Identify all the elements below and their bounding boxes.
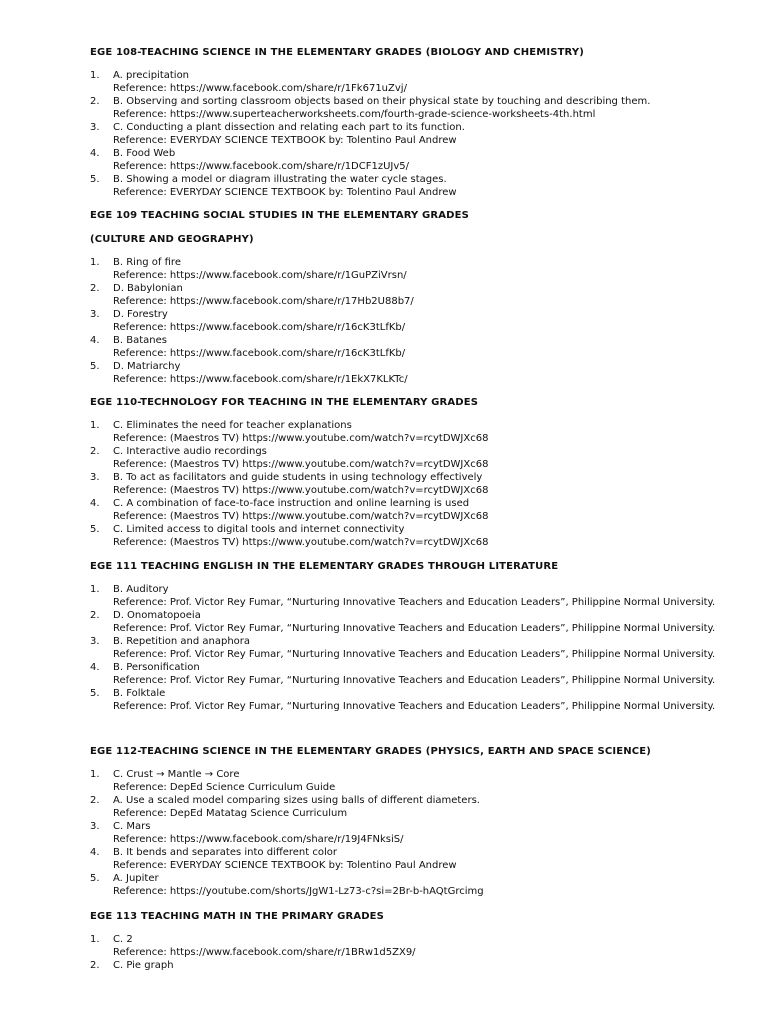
item-answer: C. 2 bbox=[113, 934, 133, 945]
list-item bbox=[90, 95, 760, 121]
item-answer: D. Onomatopoeia bbox=[113, 610, 201, 621]
item-reference: Reference: Prof. Victor Rey Fumar, “Nurturing Innovative Teachers and Education Leaders”, Philippine Normal University. bbox=[113, 701, 716, 712]
section-4 bbox=[90, 560, 760, 713]
item-number: 1. bbox=[90, 257, 100, 268]
item-answer: B. Personification bbox=[113, 662, 200, 673]
item-reference: Reference: https://youtube.com/shorts/JgW1-Lz73-c?si=2Br-b-hAQtGrcimg bbox=[113, 886, 484, 897]
answer-list bbox=[90, 256, 760, 386]
list-item bbox=[90, 121, 760, 147]
section-2 bbox=[90, 209, 760, 386]
list-item bbox=[90, 794, 760, 820]
section-title: EGE 109 TEACHING SOCIAL STUDIES IN THE ELEMENTARY GRADES bbox=[90, 210, 469, 221]
item-number: 3. bbox=[90, 309, 100, 320]
item-number: 1. bbox=[90, 70, 100, 81]
list-item bbox=[90, 872, 760, 898]
list-item bbox=[90, 308, 760, 334]
item-answer: C. Mars bbox=[113, 821, 151, 832]
item-reference: Reference: https://www.facebook.com/share/r/17Hb2U88b7/ bbox=[113, 296, 414, 307]
section-title: EGE 108-TEACHING SCIENCE IN THE ELEMENTARY GRADES (BIOLOGY AND CHEMISTRY) bbox=[90, 47, 584, 58]
item-number: 5. bbox=[90, 361, 100, 372]
item-reference: Reference: EVERYDAY SCIENCE TEXTBOOK by: Tolentino Paul Andrew bbox=[113, 187, 457, 198]
item-answer: A. Use a scaled model comparing sizes using balls of different diameters. bbox=[113, 795, 480, 806]
list-item bbox=[90, 282, 760, 308]
section-6 bbox=[90, 910, 760, 972]
item-reference: Reference: Prof. Victor Rey Fumar, “Nurturing Innovative Teachers and Education Leaders”, Philippine Normal University. bbox=[113, 623, 716, 634]
list-item bbox=[90, 497, 760, 523]
item-reference: Reference: (Maestros TV) https://www.youtube.com/watch?v=rcytDWJXc68 bbox=[113, 485, 489, 496]
item-answer: C. Conducting a plant dissection and relating each part to its function. bbox=[113, 122, 465, 133]
section-subtitle: (CULTURE AND GEOGRAPHY) bbox=[90, 234, 254, 245]
item-reference: Reference: (Maestros TV) https://www.youtube.com/watch?v=rcytDWJXc68 bbox=[113, 459, 489, 470]
item-reference: Reference: https://www.facebook.com/share/r/1GuPZiVrsn/ bbox=[113, 270, 407, 281]
item-reference: Reference: (Maestros TV) https://www.youtube.com/watch?v=rcytDWJXc68 bbox=[113, 433, 489, 444]
item-reference: Reference: (Maestros TV) https://www.youtube.com/watch?v=rcytDWJXc68 bbox=[113, 537, 489, 548]
item-reference: Reference: https://www.facebook.com/share/r/1EkX7KLKTc/ bbox=[113, 374, 408, 385]
item-reference: Reference: https://www.superteacherworksheets.com/fourth-grade-science-worksheets-4th.html bbox=[113, 109, 596, 120]
item-answer: B. Showing a model or diagram illustrating the water cycle stages. bbox=[113, 174, 447, 185]
item-number: 4. bbox=[90, 847, 100, 858]
item-reference: Reference: Prof. Victor Rey Fumar, “Nurturing Innovative Teachers and Education Leaders”, Philippine Normal University. bbox=[113, 675, 716, 686]
list-item bbox=[90, 609, 760, 635]
list-item bbox=[90, 820, 760, 846]
item-number: 2. bbox=[90, 96, 100, 107]
item-answer: B. Food Web bbox=[113, 148, 176, 159]
list-item bbox=[90, 419, 760, 445]
answer-list bbox=[90, 419, 760, 549]
item-number: 4. bbox=[90, 335, 100, 346]
answer-list bbox=[90, 583, 760, 713]
item-reference: Reference: https://www.facebook.com/share/r/16cK3tLfKb/ bbox=[113, 322, 406, 333]
list-item bbox=[90, 147, 760, 173]
item-reference: Reference: EVERYDAY SCIENCE TEXTBOOK by: Tolentino Paul Andrew bbox=[113, 860, 457, 871]
item-answer: A. Jupiter bbox=[113, 873, 159, 884]
item-answer: B. Folktale bbox=[113, 688, 166, 699]
list-item bbox=[90, 933, 760, 959]
item-answer: C. Limited access to digital tools and internet connectivity bbox=[113, 524, 405, 535]
item-answer: B. To act as facilitators and guide students in using technology effectively bbox=[113, 472, 483, 483]
list-item bbox=[90, 583, 760, 609]
list-item bbox=[90, 69, 760, 95]
item-number: 1. bbox=[90, 769, 100, 780]
item-number: 2. bbox=[90, 960, 100, 971]
item-answer: A. precipitation bbox=[113, 70, 190, 81]
item-answer: D. Matriarchy bbox=[113, 361, 181, 372]
section-1 bbox=[90, 46, 760, 199]
item-number: 3. bbox=[90, 636, 100, 647]
item-reference: Reference: (Maestros TV) https://www.youtube.com/watch?v=rcytDWJXc68 bbox=[113, 511, 489, 522]
answer-list bbox=[90, 768, 760, 898]
item-number: 2. bbox=[90, 795, 100, 806]
section-title: EGE 110-TECHNOLOGY FOR TEACHING IN THE ELEMENTARY GRADES bbox=[90, 397, 479, 408]
item-answer: C. A combination of face-to-face instruction and online learning is used bbox=[113, 498, 470, 509]
item-answer: C. Crust → Mantle → Core bbox=[113, 769, 240, 780]
item-answer: C. Eliminates the need for teacher explanations bbox=[113, 420, 352, 431]
section-title: EGE 111 TEACHING ENGLISH IN THE ELEMENTARY GRADES THROUGH LITERATURE bbox=[90, 561, 559, 572]
item-number: 3. bbox=[90, 821, 100, 832]
item-reference: Reference: EVERYDAY SCIENCE TEXTBOOK by: Tolentino Paul Andrew bbox=[113, 135, 457, 146]
item-number: 2. bbox=[90, 283, 100, 294]
item-answer: B. Observing and sorting classroom objects based on their physical state by touching and describing them. bbox=[113, 96, 651, 107]
item-number: 3. bbox=[90, 472, 100, 483]
item-number: 1. bbox=[90, 584, 100, 595]
item-number: 4. bbox=[90, 498, 100, 509]
item-number: 2. bbox=[90, 446, 100, 457]
item-number: 1. bbox=[90, 934, 100, 945]
item-reference: Reference: https://www.facebook.com/share/r/1BRw1d5ZX9/ bbox=[113, 947, 416, 958]
item-answer: C. Pie graph bbox=[113, 960, 174, 971]
item-number: 2. bbox=[90, 610, 100, 621]
item-number: 4. bbox=[90, 148, 100, 159]
section-5 bbox=[90, 745, 760, 898]
list-item bbox=[90, 334, 760, 360]
item-number: 4. bbox=[90, 662, 100, 673]
item-reference: Reference: https://www.facebook.com/share/r/19J4FNksiS/ bbox=[113, 834, 404, 845]
item-answer: B. Ring of fire bbox=[113, 257, 181, 268]
item-number: 5. bbox=[90, 873, 100, 884]
list-item bbox=[90, 523, 760, 549]
item-reference: Reference: https://www.facebook.com/share/r/1DCF1zUJv5/ bbox=[113, 161, 410, 172]
list-item bbox=[90, 445, 760, 471]
item-number: 5. bbox=[90, 524, 100, 535]
item-reference: Reference: DepEd Science Curriculum Guide bbox=[113, 782, 336, 793]
item-reference: Reference: https://www.facebook.com/share/r/16cK3tLfKb/ bbox=[113, 348, 406, 359]
section-title: EGE 112-TEACHING SCIENCE IN THE ELEMENTARY GRADES (PHYSICS, EARTH AND SPACE SCIENCE) bbox=[90, 746, 651, 757]
section-title: EGE 113 TEACHING MATH IN THE PRIMARY GRADES bbox=[90, 911, 384, 922]
item-answer: B. It bends and separates into different color bbox=[113, 847, 337, 858]
list-item bbox=[90, 846, 760, 872]
item-answer: B. Auditory bbox=[113, 584, 169, 595]
item-number: 5. bbox=[90, 174, 100, 185]
list-item bbox=[90, 661, 760, 687]
answer-list bbox=[90, 933, 760, 972]
item-answer: D. Babylonian bbox=[113, 283, 183, 294]
list-item bbox=[90, 768, 760, 794]
item-number: 1. bbox=[90, 420, 100, 431]
list-item bbox=[90, 471, 760, 497]
list-item bbox=[90, 173, 760, 199]
item-answer: B. Repetition and anaphora bbox=[113, 636, 251, 647]
list-item bbox=[90, 959, 760, 972]
item-number: 3. bbox=[90, 122, 100, 133]
section-3 bbox=[90, 396, 760, 549]
answer-list bbox=[90, 69, 760, 199]
list-item bbox=[90, 635, 760, 661]
item-answer: B. Batanes bbox=[113, 335, 167, 346]
item-reference: Reference: Prof. Victor Rey Fumar, “Nurturing Innovative Teachers and Education Leaders”, Philippine Normal University. bbox=[113, 597, 716, 608]
item-answer: D. Forestry bbox=[113, 309, 168, 320]
list-item bbox=[90, 256, 760, 282]
list-item bbox=[90, 360, 760, 386]
item-reference: Reference: Prof. Victor Rey Fumar, “Nurturing Innovative Teachers and Education Leaders”, Philippine Normal University. bbox=[113, 649, 716, 660]
item-number: 5. bbox=[90, 688, 100, 699]
list-item bbox=[90, 687, 760, 713]
item-reference: Reference: DepEd Matatag Science Curriculum bbox=[113, 808, 348, 819]
item-answer: C. Interactive audio recordings bbox=[113, 446, 267, 457]
item-reference: Reference: https://www.facebook.com/share/r/1Fk671uZvj/ bbox=[113, 83, 407, 94]
